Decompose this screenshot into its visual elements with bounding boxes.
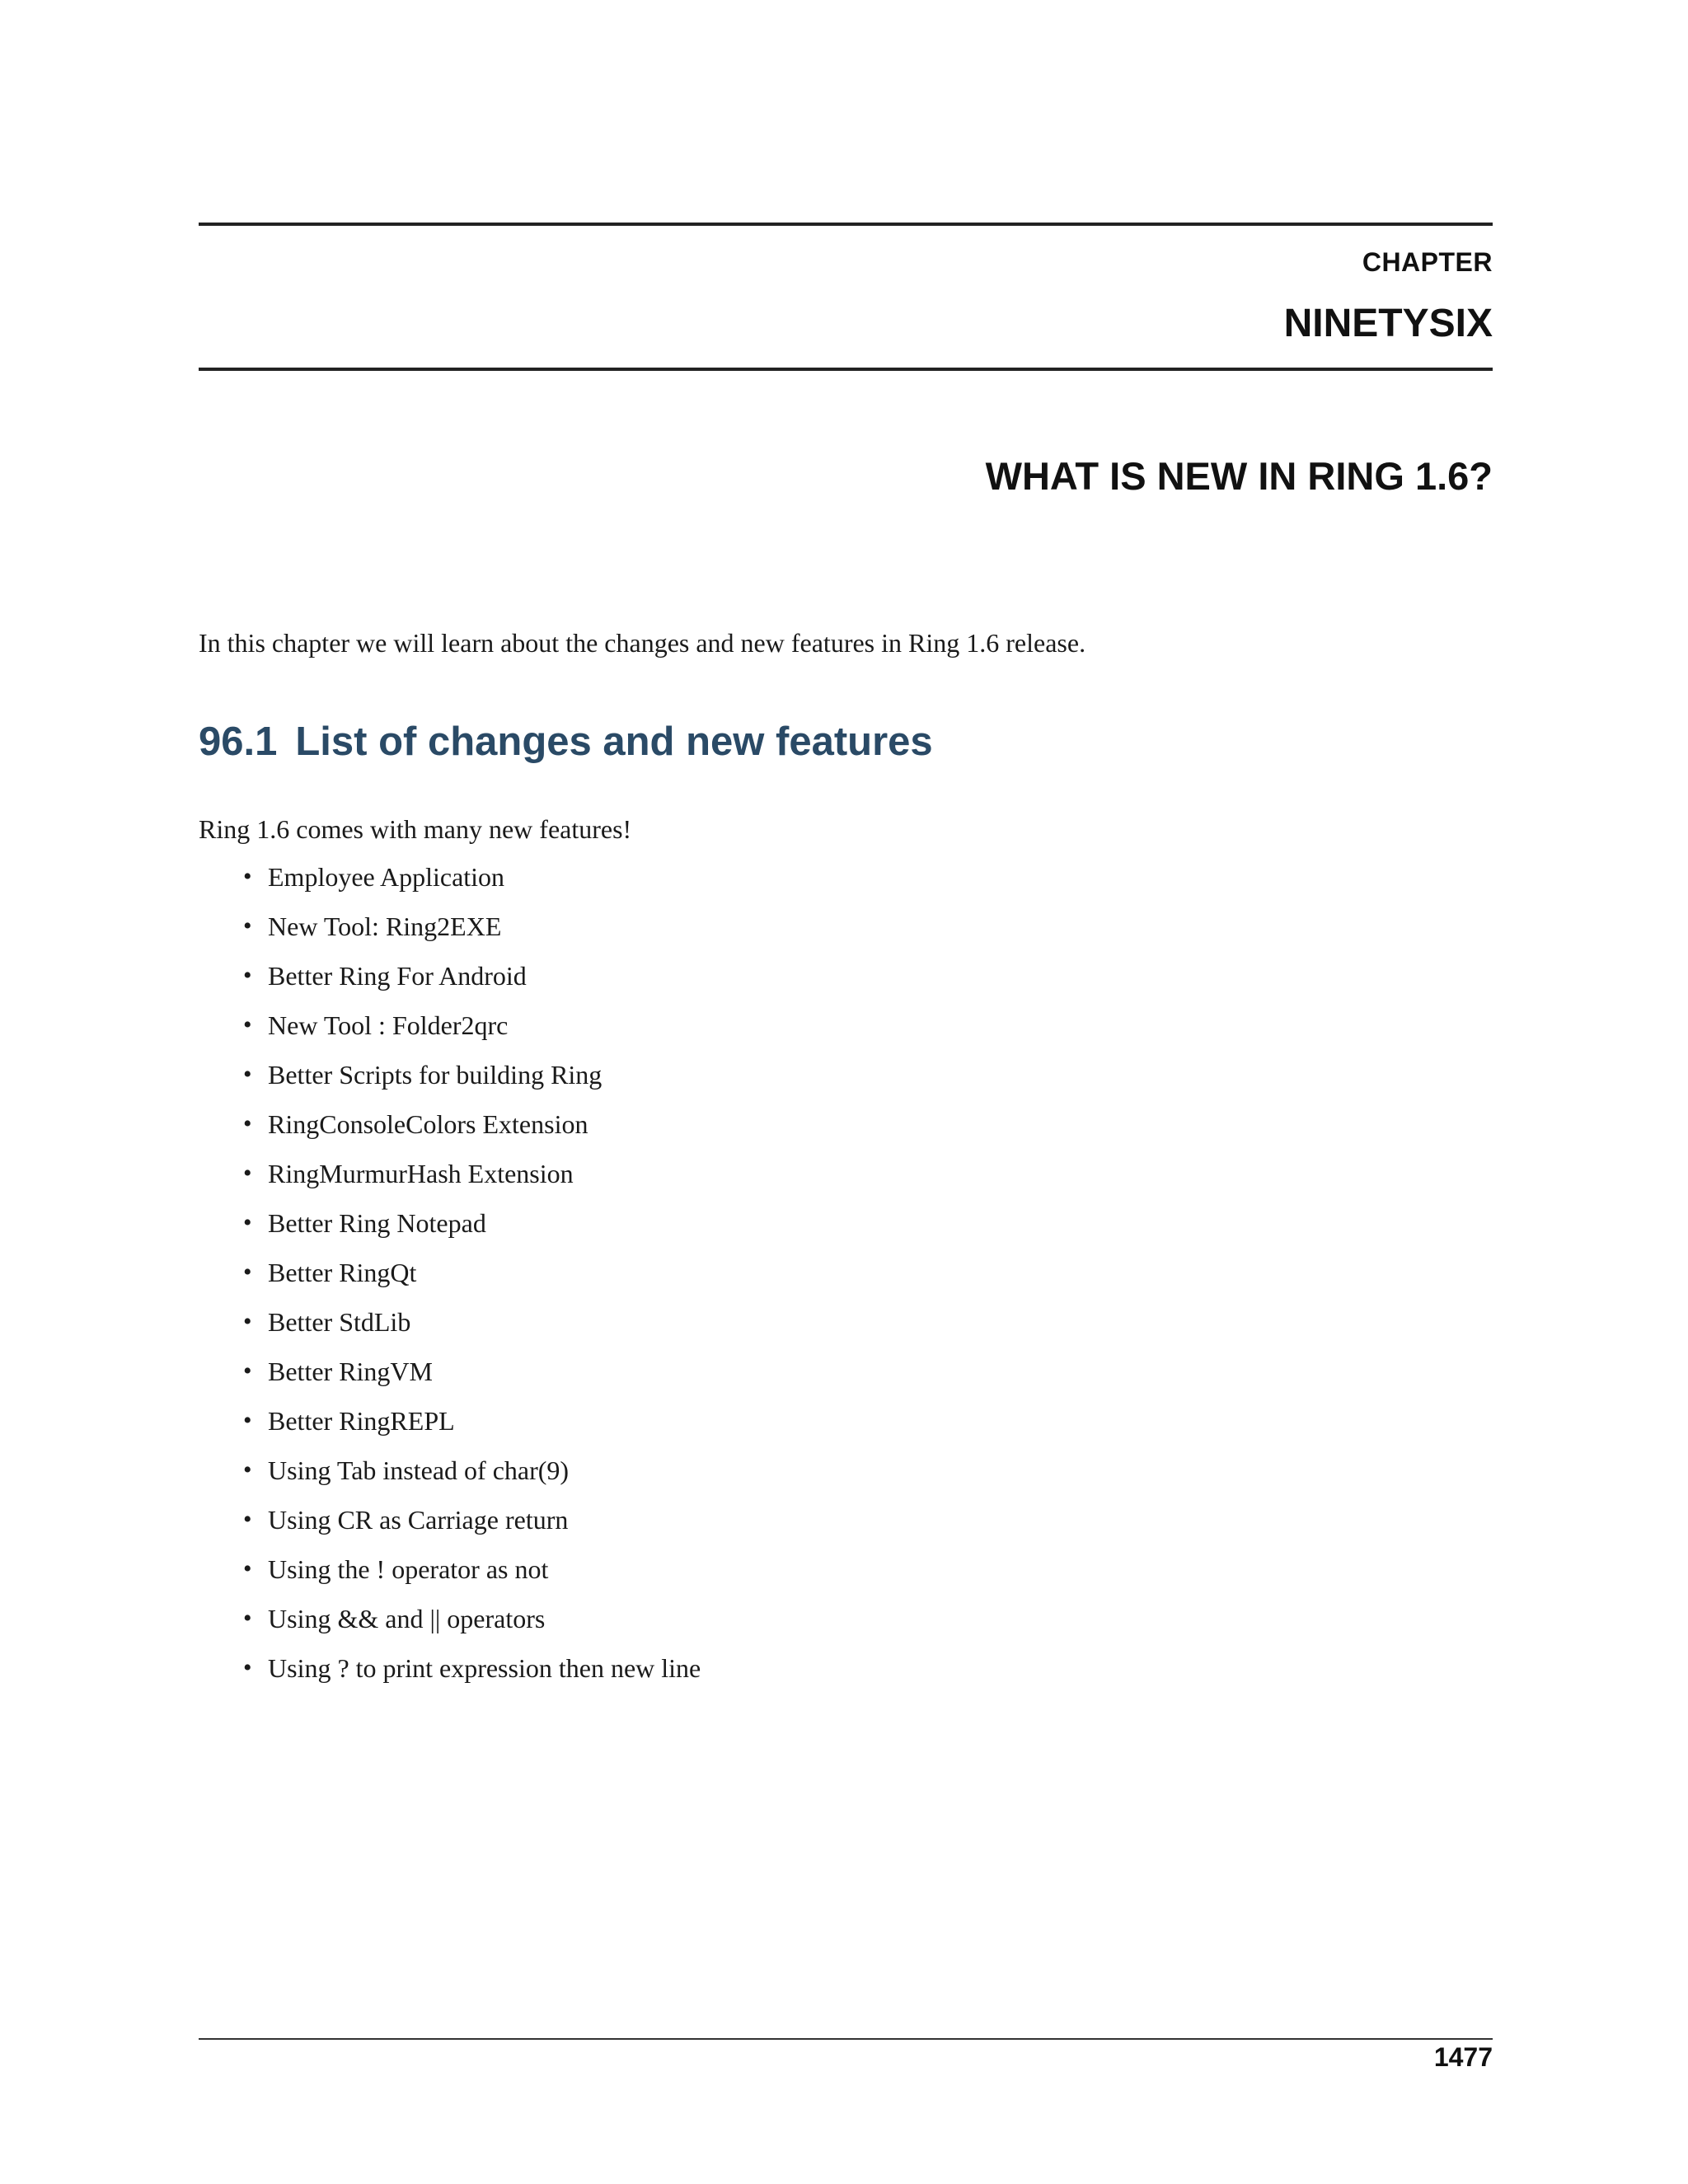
list-item (199, 1058, 701, 1108)
bullet-icon: • (243, 962, 252, 989)
bullet-icon: • (243, 1506, 252, 1533)
bullet-icon: • (243, 1258, 252, 1286)
bullet-icon: • (243, 1456, 252, 1483)
list-item-text: Better Ring For Android (268, 961, 527, 991)
bullet-icon: • (243, 1011, 252, 1038)
list-item (199, 910, 701, 959)
feature-list (199, 860, 701, 1701)
footer-rule (199, 2038, 1493, 2040)
list-item (199, 1305, 701, 1355)
list-item-text: Better StdLib (268, 1307, 411, 1337)
list-item (199, 1256, 701, 1305)
list-item-text: Employee Application (268, 862, 505, 892)
bullet-icon: • (243, 1308, 252, 1335)
list-item (199, 1009, 701, 1058)
list-item (199, 1553, 701, 1602)
list-item (199, 1652, 701, 1701)
bullet-icon: • (243, 1209, 252, 1236)
bullet-icon: • (243, 912, 252, 940)
chapter-label: CHAPTER (1362, 247, 1493, 277)
bullet-icon: • (243, 1407, 252, 1434)
list-item-text: New Tool: Ring2EXE (268, 912, 502, 941)
bullet-icon: • (243, 1061, 252, 1088)
list-item-text: Using CR as Carriage return (268, 1505, 569, 1535)
bullet-icon: • (243, 1110, 252, 1137)
list-item-text: Using ? to print expression then new line (268, 1653, 701, 1683)
chapter-title: WHAT IS NEW IN RING 1.6? (985, 454, 1493, 498)
list-item-text: Using && and || operators (268, 1604, 546, 1633)
list-item (199, 1503, 701, 1553)
bullet-icon: • (243, 1654, 252, 1681)
intro-paragraph: In this chapter we will learn about the changes and new features in Ring 1.6 release. (199, 628, 1086, 658)
list-item (199, 959, 701, 1009)
list-item (199, 860, 701, 910)
list-item (199, 1108, 701, 1157)
bullet-icon: • (243, 1605, 252, 1632)
list-item (199, 1355, 701, 1404)
section-heading (199, 719, 933, 765)
section-number: 96.1 (199, 719, 278, 764)
list-item-text: Using the ! operator as not (268, 1554, 549, 1584)
bullet-icon: • (243, 863, 252, 890)
list-item (199, 1207, 701, 1256)
list-item-text: RingConsoleColors Extension (268, 1109, 588, 1139)
list-item-text: New Tool : Folder2qrc (268, 1010, 509, 1040)
list-item (199, 1602, 701, 1652)
bullet-icon: • (243, 1357, 252, 1385)
list-item-text: Better Ring Notepad (268, 1208, 486, 1238)
list-item (199, 1404, 701, 1454)
list-item-text: Better RingQt (268, 1258, 417, 1287)
section-lead: Ring 1.6 comes with many new features! (199, 814, 632, 844)
list-item-text: Better RingVM (268, 1357, 433, 1386)
chapter-top-rule (199, 223, 1493, 226)
list-item-text: Better RingREPL (268, 1406, 455, 1436)
list-item-text: RingMurmurHash Extension (268, 1159, 574, 1188)
list-item-text: Using Tab instead of char(9) (268, 1455, 570, 1485)
chapter-number: NINETYSIX (1283, 302, 1493, 345)
section-title: List of changes and new features (295, 719, 933, 764)
page-number: 1477 (1433, 2042, 1493, 2072)
bullet-icon: • (243, 1160, 252, 1187)
bullet-icon: • (243, 1555, 252, 1582)
list-item (199, 1157, 701, 1207)
list-item-text: Better Scripts for building Ring (268, 1060, 603, 1090)
list-item (199, 1454, 701, 1503)
chapter-bottom-rule (199, 368, 1493, 371)
